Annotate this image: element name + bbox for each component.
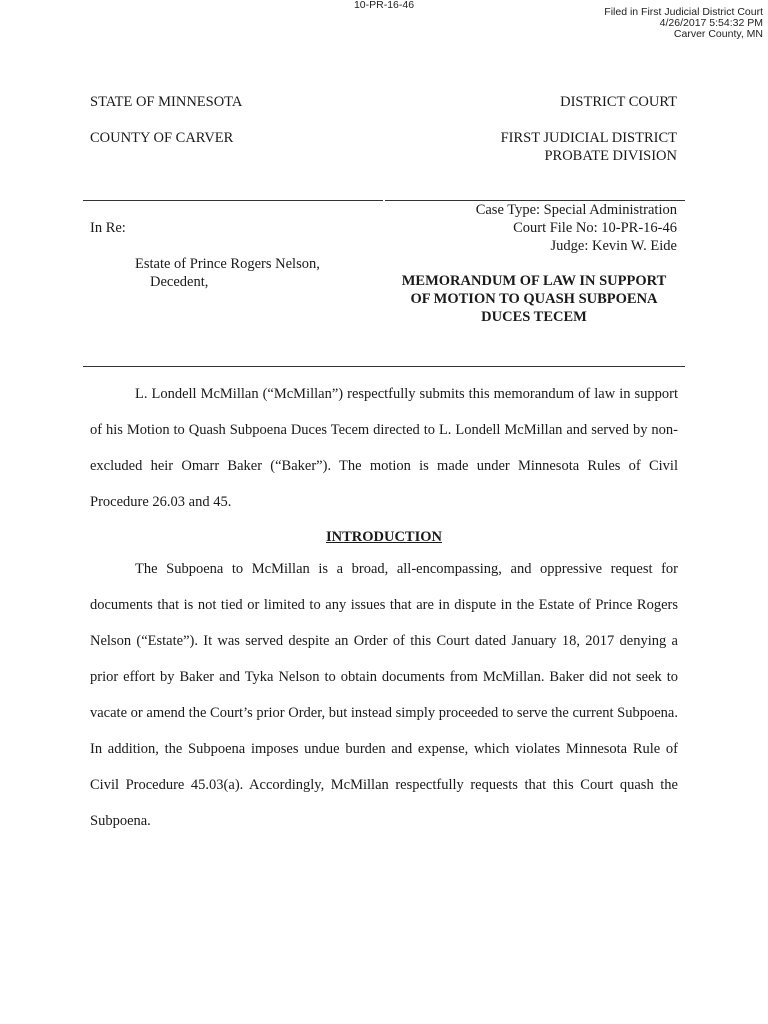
probate-division: PROBATE DIVISION: [544, 148, 677, 164]
intro-paragraph: L. Londell McMillan (“McMillan”) respectfully submits this memorandum of law in support of his Motion to Quash Subpoena Duces Tecem directed to L. Londell McMillan and served by non-excluded heir Omarr Baker (“Baker”). The motion is made under Minnesota Rules of Civil Procedure 26.03 and 45.: [90, 386, 678, 510]
document-title-line-3: DUCES TECEM: [481, 309, 587, 325]
judge-name: Judge: Kevin W. Eide: [550, 238, 677, 254]
filing-stamp-county: Carver County, MN: [673, 28, 763, 40]
caption-rule-left: [83, 200, 383, 201]
filing-stamp: [604, 7, 763, 40]
county-name: COUNTY OF CARVER: [90, 130, 234, 146]
section-heading-introduction: INTRODUCTION: [325, 529, 442, 545]
document-title-line-2: OF MOTION TO QUASH SUBPOENA: [410, 291, 658, 307]
court-name: DISTRICT COURT: [560, 94, 677, 110]
document-number: 10-PR-16-46: [353, 0, 415, 11]
case-type: Case Type: Special Administration: [475, 202, 677, 218]
state-name: STATE OF MINNESOTA: [90, 94, 243, 110]
in-re-label: In Re:: [90, 220, 126, 236]
caption-rule-bottom: [83, 366, 685, 367]
court-file-number: Court File No: 10-PR-16-46: [513, 220, 677, 236]
introduction-paragraph: The Subpoena to McMillan is a broad, all-encompassing, and oppressive request for documents that is not tied or limited to any issues that are in dispute in the Estate of Prince Rogers Nelson (“Estate”). It was served despite an Order of this Court dated January 18, 2017 denying a prior effort by Baker and Tyka Nelson to obtain documents from McMillan. Baker did not seek to vacate or amend the Court’s prior Order, but instead simply proceeded to serve the current Subpoena. In addition, the Subpoena imposes undue burden and expense, which violates Minnesota Rule of Civil Procedure 45.03(a). Accordingly, McMillan respectfully requests that this Court quash the Subpoena.: [90, 561, 678, 829]
filing-stamp-court: Filed in First Judicial District Court: [604, 6, 763, 18]
document-title: [388, 272, 680, 326]
document-title-line-1: MEMORANDUM OF LAW IN SUPPORT: [401, 273, 667, 289]
estate-name: Estate of Prince Rogers Nelson,: [135, 256, 320, 272]
decedent-label: Decedent,: [150, 274, 209, 290]
judicial-district: FIRST JUDICIAL DISTRICT: [500, 130, 677, 146]
filing-stamp-timestamp: 4/26/2017 5:54:32 PM: [659, 17, 763, 29]
